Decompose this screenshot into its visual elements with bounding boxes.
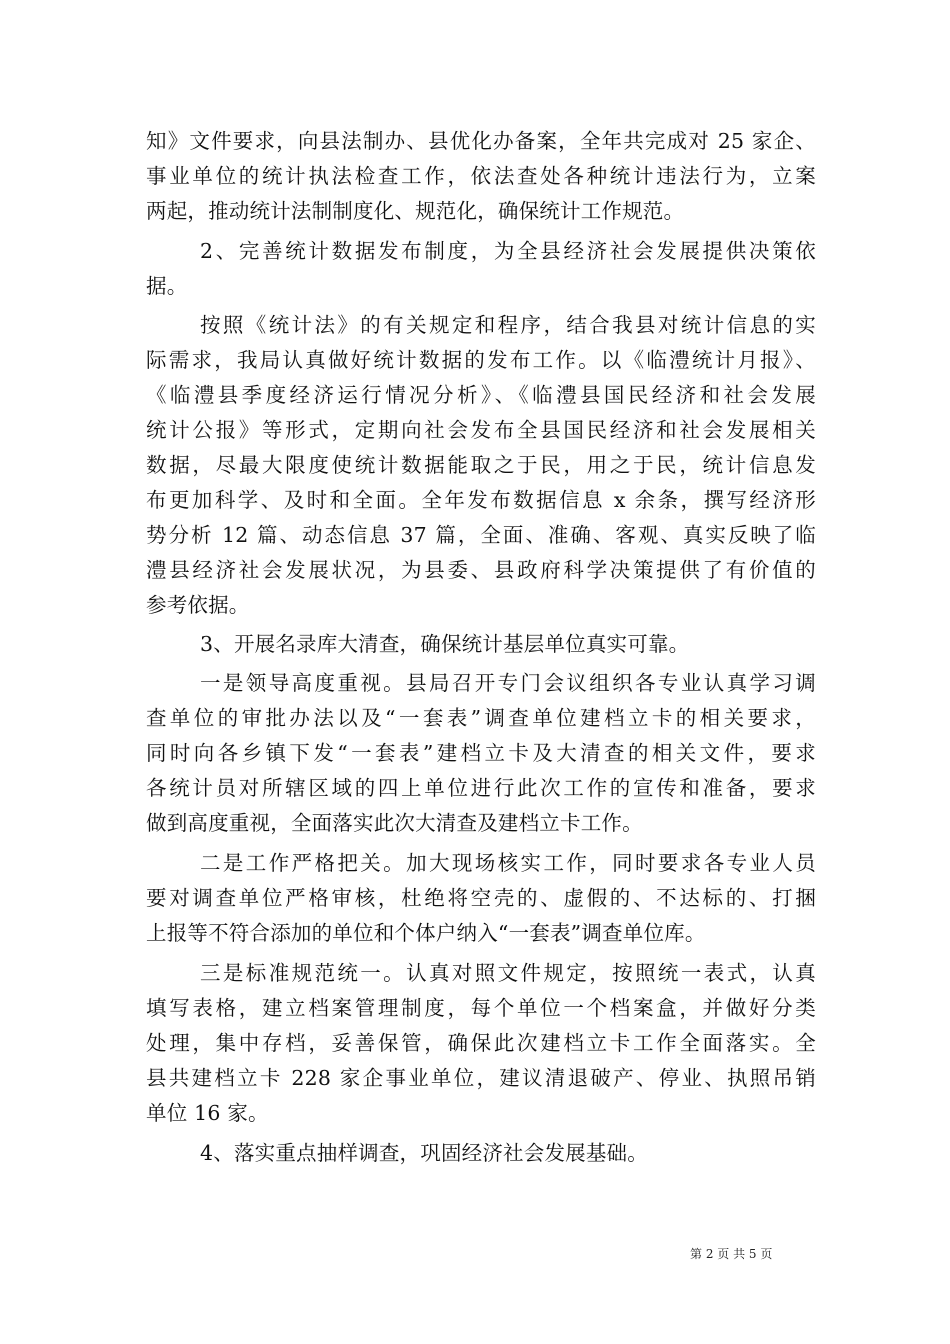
text-line: 处理，集中存档，妥善保管，确保此次建档立卡工作全面落实。全 bbox=[146, 1031, 816, 1055]
text-line: 上报等不符合添加的单位和个体户纳入“一套表”调查单位库。 bbox=[146, 921, 706, 945]
text-line: 查单位的审批办法以及“一套表”调查单位建档立卡的相关要求， bbox=[146, 706, 816, 730]
text-line: 单位 16 家。 bbox=[146, 1101, 269, 1125]
text-line: 澧县经济社会发展状况，为县委、县政府科学决策提供了有价值的 bbox=[146, 558, 816, 582]
text-line: 县共建档立卡 228 家企事业单位，建议清退破产、停业、执照吊销 bbox=[146, 1066, 816, 1090]
paragraph-first-line: 一是领导高度重视。县局召开专门会议组织各专业认真学习调 bbox=[200, 671, 816, 695]
text-line: 布更加科学、及时和全面。全年发布数据信息 x 余条，撰写经济形 bbox=[146, 488, 816, 512]
text-line: 各统计员对所辖区域的四上单位进行此次工作的宣传和准备，要求 bbox=[146, 776, 816, 800]
paragraph-first-line: 二是工作严格把关。加大现场核实工作，同时要求各专业人员 bbox=[200, 851, 816, 875]
text-line: 事业单位的统计执法检查工作，依法查处各种统计违法行为，立案 bbox=[146, 164, 816, 188]
text-line: 要对调查单位严格审核，杜绝将空壳的、虚假的、不达标的、打捆 bbox=[146, 886, 816, 910]
text-line: 填写表格，建立档案管理制度，每个单位一个档案盒，并做好分类 bbox=[146, 996, 816, 1020]
text-line: 做到高度重视，全面落实此次大清查及建档立卡工作。 bbox=[146, 811, 643, 835]
text-line: 知》文件要求，向县法制办、县优化办备案，全年共完成对 25 家企、 bbox=[146, 129, 816, 153]
text-line: 《临澧县季度经济运行情况分析》、《临澧县国民经济和社会发展 bbox=[146, 383, 816, 407]
page-number: 第 2 页 共 5 页 bbox=[690, 1247, 773, 1261]
text-line: 参考依据。 bbox=[146, 593, 250, 617]
section-heading: 4、落实重点抽样调查，巩固经济社会发展基础。 bbox=[200, 1141, 648, 1165]
section-heading: 2、完善统计数据发布制度，为全县经济社会发展提供决策依 bbox=[200, 239, 816, 263]
section-heading: 3、开展名录库大清查，确保统计基层单位真实可靠。 bbox=[200, 632, 690, 656]
text-line: 同时向各乡镇下发“一套表”建档立卡及大清查的相关文件，要求 bbox=[146, 741, 816, 765]
text-line: 际需求，我局认真做好统计数据的发布工作。以《临澧统计月报》、 bbox=[146, 348, 816, 372]
text-line: 数据，尽最大限度使统计数据能取之于民，用之于民，统计信息发 bbox=[146, 453, 816, 477]
text-line: 统计公报》等形式，定期向社会发布全县国民经济和社会发展相关 bbox=[146, 418, 816, 442]
paragraph-first-line: 按照《统计法》的有关规定和程序，结合我县对统计信息的实 bbox=[200, 313, 816, 337]
text-line: 两起，推动统计法制制度化、规范化，确保统计工作规范。 bbox=[146, 199, 685, 223]
text-line: 势分析 12 篇、动态信息 37 篇，全面、准确、客观、真实反映了临 bbox=[146, 523, 816, 547]
paragraph-first-line: 三是标准规范统一。认真对照文件规定，按照统一表式，认真 bbox=[200, 961, 816, 985]
text-line: 据。 bbox=[146, 274, 188, 298]
